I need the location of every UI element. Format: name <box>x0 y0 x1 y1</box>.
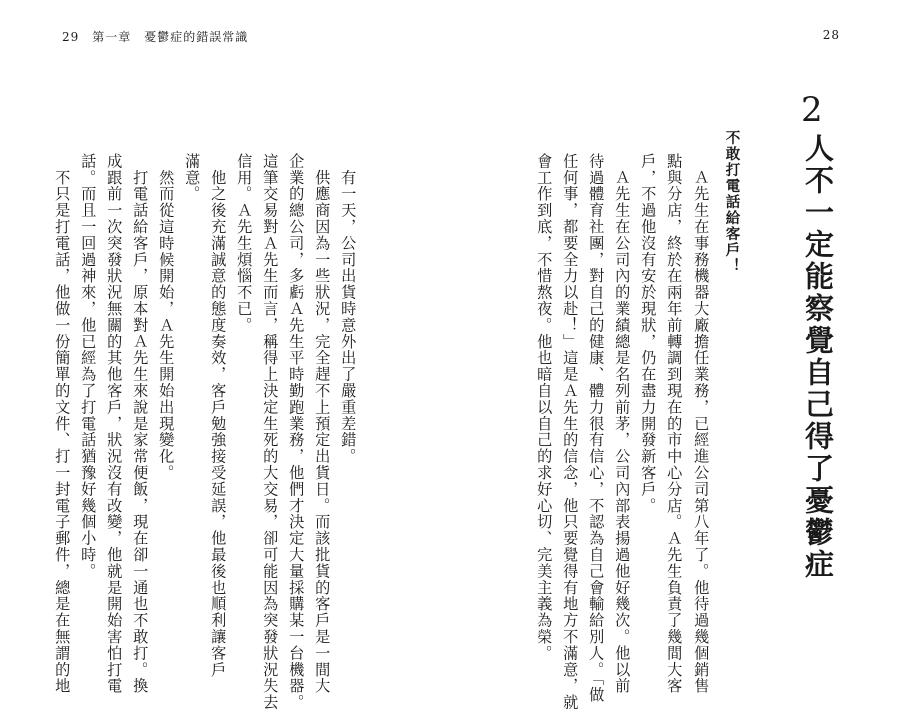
body-text-column: 供應商因為一些狀況，完全趕不上預定出貨日。而該批貨的客戶是一間大 <box>313 153 332 695</box>
chapter-title: 人不一定能察覺自己得了憂鬱症 <box>801 133 835 581</box>
section-heading: 不敢打電話給客戶！ <box>723 130 740 274</box>
page-number: 28 <box>822 28 840 42</box>
body-text-column: 話。而且一回過神來，他已經為了打電話猶豫好幾個小時。 <box>79 153 98 580</box>
body-text-column: 會工作到底，不惜熬夜。他也暗自以自己的求好心切、完美主義為榮。 <box>535 153 554 662</box>
body-text-column: 任何事，都要全力以赴！」這是Ａ先生的信念，他只要覺得有地方不滿意，就 <box>561 153 580 711</box>
running-header: 29 第一章 憂鬱症的錯誤常識 <box>62 30 249 44</box>
body-text-column: 待過體育社團，對自己的健康、體力很有信心，不認為自己會輸給別人。「做 <box>587 153 606 703</box>
body-text-column: 成跟前一次突發狀況無關的其他客戶，狀況沒有改變，他就是開始害怕打電 <box>105 153 124 695</box>
body-text-column: 他之後充滿誠意的態度奏效，客戶勉強接受延誤，他最後也順利讓客戶 <box>209 153 228 678</box>
body-text-column: 滿意。 <box>183 153 202 203</box>
body-text-column: 這筆交易對Ａ先生而言，稱得上決定生死的大交易，卻可能因為突發狀況失去 <box>261 153 280 711</box>
body-text-column: 不只是打電話，他做一份簡單的文件、打一封電子郵件，總是在無謂的地 <box>53 153 72 695</box>
chapter-number: 2 <box>801 90 823 130</box>
body-text-column: 有一天，公司出貨時意外出了嚴重差錯。 <box>339 153 358 465</box>
body-text-column: 打電話給客戶，原本對Ａ先生來說是家常便飯，現在卻一通也不敢打。換 <box>131 153 150 695</box>
body-text-column: Ａ先生在公司內的業績總是名列前茅，公司內部表揚過他好幾次。他以前 <box>613 153 632 695</box>
body-text-column: 戶，不過他沒有安於現狀，仍在盡力開發新客戶。 <box>639 153 658 514</box>
body-text-column: Ａ先生在事務機器大廠擔任業務，已經進公司第八年了。他待過幾個銷售 <box>692 153 711 695</box>
body-text-column: 信用。Ａ先生煩惱不已。 <box>235 153 254 334</box>
body-text-column: 然而從這時候開始，Ａ先生開始出現變化。 <box>157 153 176 481</box>
body-text-column: 點與分店，終於在兩年前轉調到現在的市中心分店。Ａ先生負責了幾間大客 <box>665 153 684 695</box>
body-text-column: 企業的總公司，多虧Ａ先生平時勤跑業務，他們才決定大量採購某一台機器。 <box>287 153 306 711</box>
